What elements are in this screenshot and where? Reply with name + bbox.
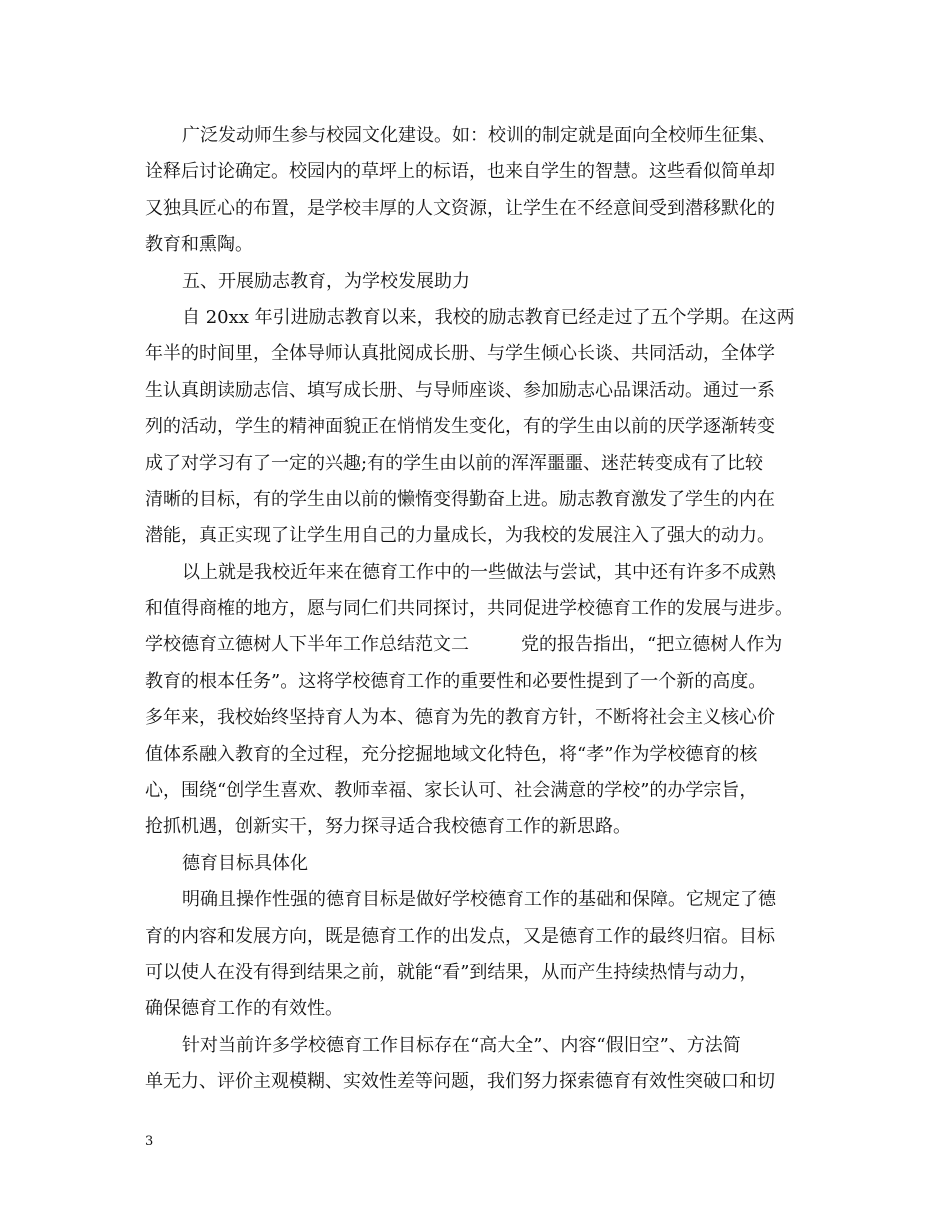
- section-heading: 五、开展励志教育，为学校发展助力: [182, 270, 470, 292]
- section-heading: 德育目标具体化: [182, 852, 308, 874]
- paragraph-line: 确保德育工作的有效性。: [145, 998, 343, 1020]
- paragraph-line: 心，围绕“创学生喜欢、教师幸福、家长认可、社会满意的学校”的办学宗旨，: [145, 780, 758, 802]
- paragraph-line: 教育和熏陶。: [145, 234, 253, 256]
- paragraph-line: 年半的时间里，全体导师认真批阅成长册、与学生倾心长谈、共同活动，全体学: [145, 343, 775, 365]
- paragraph-line: 清晰的目标，有的学生由以前的懒惰变得勤奋上进。励志教育激发了学生的内在: [145, 488, 775, 510]
- paragraph-line: 以上就是我校近年来在德育工作中的一些做法与尝试，其中还有许多不成熟: [182, 561, 776, 583]
- paragraph-text: 党的报告指出，“把立德树人作为: [521, 634, 783, 656]
- paragraph-line: 诠释后讨论确定。校园内的草坪上的标语，也来自学生的智慧。这些看似简单却: [145, 161, 775, 183]
- paragraph-line: 生认真朗读励志信、填写成长册、与导师座谈、参加励志心品课活动。通过一系: [145, 379, 775, 401]
- paragraph-line: 广泛发动师生参与校园文化建设。如：校训的制定就是面向全校师生征集、: [182, 125, 776, 146]
- paragraph-line: 单无力、评价主观模糊、实效性差等问题，我们努力探索德育有效性突破口和切: [145, 1071, 775, 1093]
- page-number: 3: [145, 1134, 154, 1149]
- paragraph-line: 明确且操作性强的德育目标是做好学校德育工作的基础和保障。它规定了德: [182, 889, 776, 911]
- paragraph-line: 潜能，真正实现了让学生用自己的力量成长，为我校的发展注入了强大的动力。: [145, 525, 775, 547]
- paragraph-line: 又独具匠心的布置，是学校丰厚的人文资源，让学生在不经意间受到潜移默化的: [145, 197, 775, 219]
- paragraph-line: 成了对学习有了一定的兴趣;有的学生由以前的浑浑噩噩、迷茫转变成有了比较: [145, 452, 764, 474]
- document-subtitle: 学校德育立德树人下半年工作总结范文二: [145, 634, 469, 656]
- paragraph-line: 列的活动，学生的精神面貌正在悄悄发生变化，有的学生由以前的厌学逐渐转变: [145, 416, 775, 438]
- document-body: [145, 118, 815, 1101]
- paragraph-line: 自 20xx 年引进励志教育以来，我校的励志教育已经走过了五个学期。在这两: [182, 306, 795, 328]
- paragraph-line: 和值得商榷的地方，愿与同仁们共同探讨，共同促进学校德育工作的发展与进步。: [145, 598, 793, 620]
- paragraph-line: 教育的根本任务”。这将学校德育工作的重要性和必要性提到了一个新的高度。: [145, 670, 767, 692]
- paragraph-line: 多年来，我校始终坚持育人为本、德育为先的教育方针，不断将社会主义核心价: [145, 707, 775, 729]
- paragraph-line: 抢抓机遇，创新实干，努力探寻适合我校德育工作的新思路。: [145, 816, 631, 838]
- paragraph-line: 值体系融入教育的全过程，充分挖掘地域文化特色，将“孝”作为学校德育的核: [145, 743, 758, 765]
- document-subtitle-line: [145, 627, 815, 663]
- paragraph-line: 针对当前许多学校德育工作目标存在“高大全”、内容“假旧空”、方法简: [182, 1034, 741, 1056]
- paragraph-line: 可以使人在没有得到结果之前，就能“看”到结果，从而产生持续热情与动力，: [145, 961, 758, 983]
- paragraph-line: 育的内容和发展方向，既是德育工作的出发点，又是德育工作的最终归宿。目标: [145, 925, 775, 947]
